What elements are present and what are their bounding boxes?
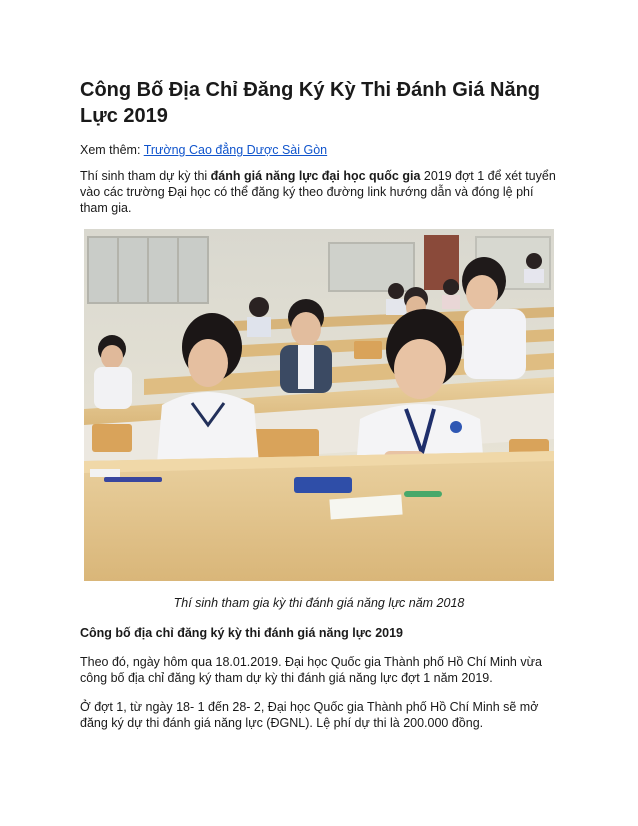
see-also-link[interactable]: Trường Cao đẳng Dược Sài Gòn <box>143 143 328 157</box>
photo-caption: Thí sinh tham gia kỳ thi đánh giá năng lực năm 2018 <box>173 596 465 610</box>
body-paragraph-2: Ở đợt 1, từ ngày 18- 1 đến 28- 2, Đại học Quốc gia Thành phố Hồ Chí Minh sẽ mở đăng ký dự thi đánh giá năng lực (ĐGNL). Lệ phí dự thi là 200.000 đồng. <box>80 700 539 730</box>
intro-text-2: 2019 đợt 1 để xét tuyển vào các trường Đại học có thể đăng ký theo đường link hướng dẫn và đóng lệ phí tham gia. <box>80 169 556 215</box>
intro-paragraph <box>80 168 562 216</box>
section-heading: Công bố địa chỉ đăng ký kỳ thi đánh giá năng lực 2019 <box>80 626 403 640</box>
intro-text-1: Thí sinh tham dự kỳ thi <box>80 169 211 183</box>
see-also-prefix: Xem thêm: <box>80 143 144 157</box>
body-paragraph-1: Theo đó, ngày hôm qua 18.01.2019. Đại học Quốc gia Thành phố Hồ Chí Minh vừa công bố địa chỉ đăng ký tham dự kỳ thi đánh giá năng lực đợt 1 năm 2019. <box>80 655 542 685</box>
see-also-line <box>80 142 327 158</box>
intro-bold-keyword: đánh giá năng lực đại học quốc gia <box>210 169 421 183</box>
article-title: Công Bố Địa Chỉ Đăng Ký Kỳ Thi Đánh Giá Năng Lực 2019 <box>80 79 541 127</box>
exam-room-photo <box>84 229 554 581</box>
